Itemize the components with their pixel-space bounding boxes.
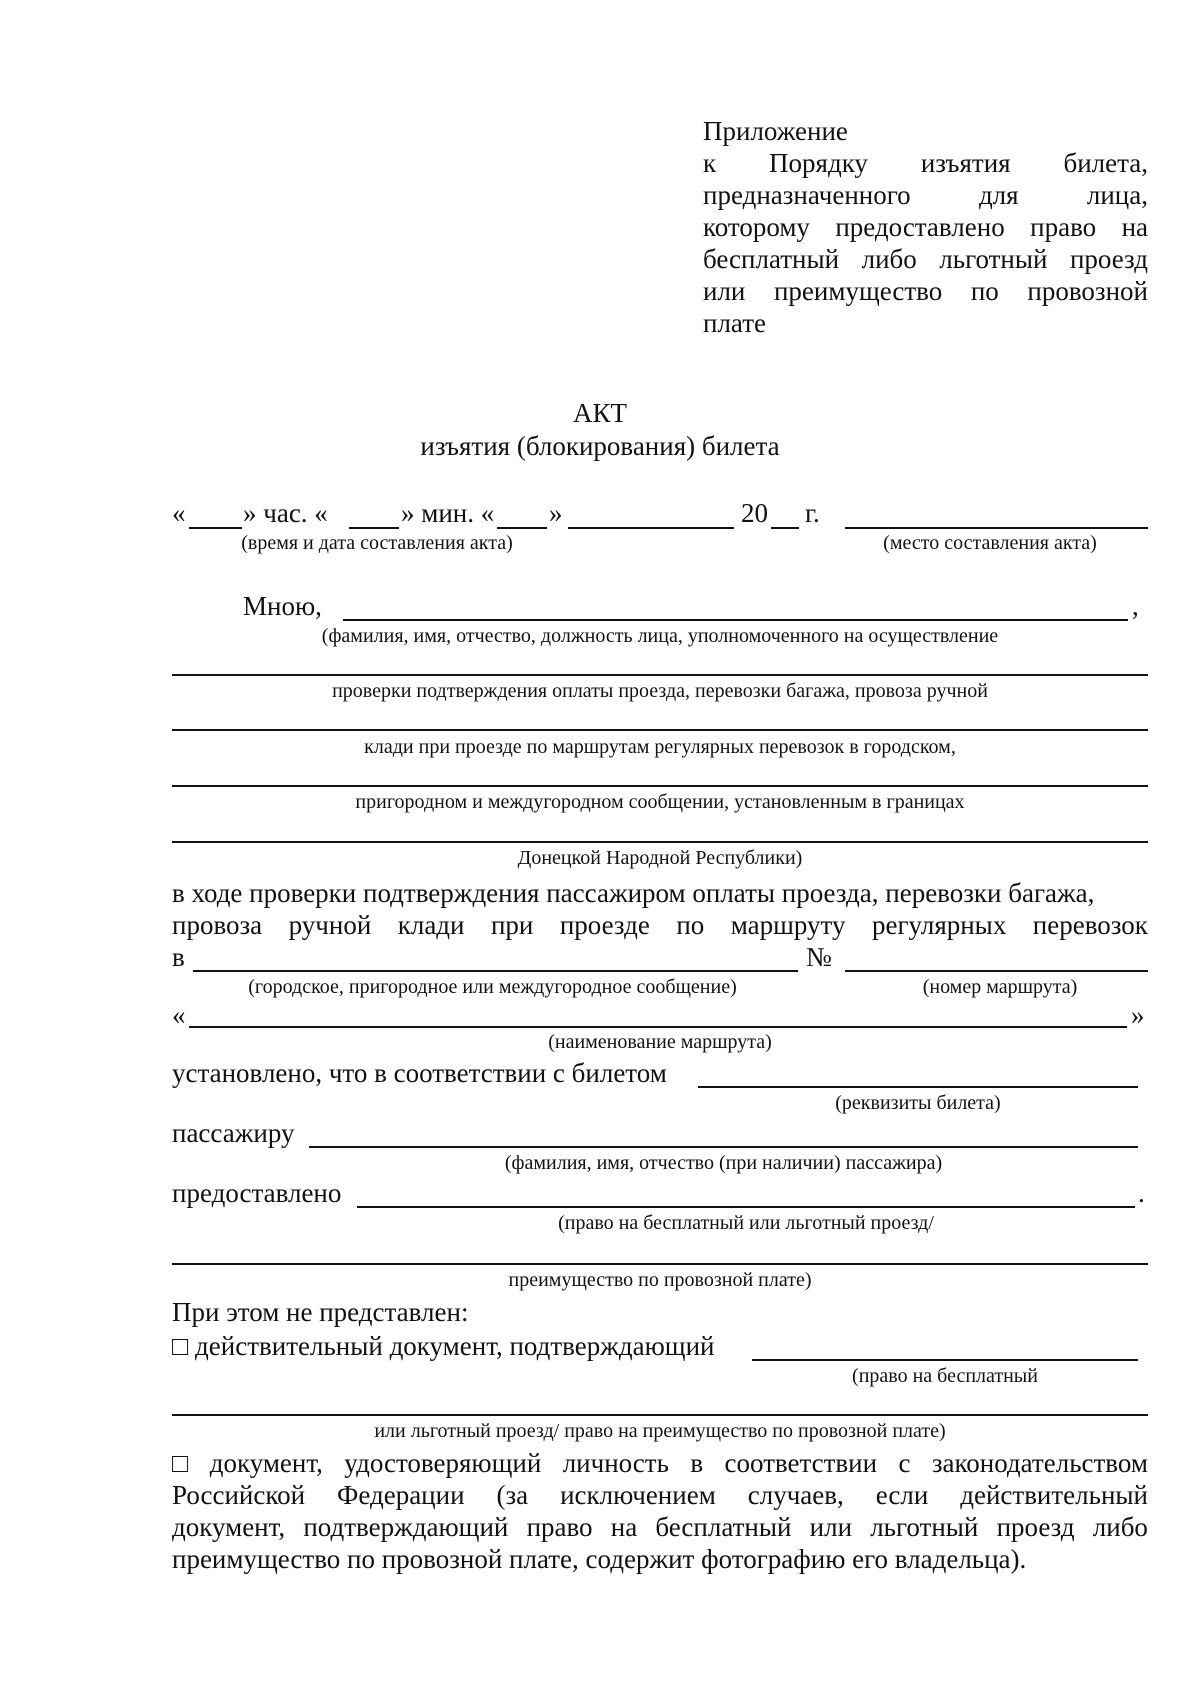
check-line-2-word: по (676, 910, 705, 940)
place-caption: (место составления акта) (883, 532, 1097, 554)
appendix-line-2-word: изъятия (920, 148, 1011, 178)
minute-label: » мин. « (401, 498, 495, 528)
appendix-line-4-word: право (1030, 212, 1097, 242)
quote-open: « (172, 498, 186, 528)
check-line-2-word: регулярных (871, 910, 1007, 940)
inspector-field-line-3[interactable] (172, 729, 1148, 731)
identity-line-3-word: право (526, 1512, 593, 1542)
appendix-line-5-word: бесплатный (703, 244, 840, 274)
route-number-caption: (номер маршрута) (922, 976, 1078, 998)
transport-type-field[interactable] (193, 970, 798, 972)
appendix-line-4-word: на (1121, 212, 1148, 242)
valid-document-caption-1: (право на бесплатный (852, 1365, 1038, 1387)
ticket-label: установлено, что в соответствии с билетом (172, 1058, 667, 1088)
identity-line-3-word: или (809, 1512, 853, 1542)
valid-document-caption-2: или льготный проезд/ право на преимущество по провозной плате) (374, 1420, 946, 1442)
identity-line-1-word: удостоверяющий (344, 1448, 542, 1478)
identity-line-3-word: льготный (870, 1512, 979, 1542)
appendix-line-5-word: либо (861, 244, 917, 274)
appendix-line-4-word: которому (703, 212, 810, 242)
check-line-2-word: клади (397, 910, 465, 940)
granted-right-field-line-2[interactable] (172, 1263, 1148, 1265)
identity-line-1-word: в (690, 1448, 704, 1478)
ticket-caption: (реквизиты билета) (835, 1092, 1001, 1114)
check-line-2-word: ручной (288, 910, 372, 940)
identity-line-3-word: бесплатный (655, 1512, 792, 1542)
act-title: АКТ (573, 398, 627, 428)
identity-line-1-word: законодательством (931, 1448, 1148, 1478)
in-label: в (172, 942, 185, 972)
ticket-details-field[interactable] (698, 1086, 1138, 1088)
number-sign: № (806, 942, 832, 972)
check-line-2-word: маршруту (730, 910, 846, 940)
identity-line-2-word: Российской (172, 1480, 306, 1510)
appendix-line-6-word: по (970, 276, 999, 306)
year-suffix: г. (805, 498, 820, 528)
identity-line-3-word: либо (1092, 1512, 1148, 1542)
identity-line-2-word: исключением (560, 1480, 716, 1510)
appendix-line-2-word: билета, (1063, 148, 1148, 178)
transport-type-caption: (городское, пригородное или междугородное сообщение) (248, 976, 737, 998)
inspector-caption-4: пригородном и междугородном сообщении, установленным в границах (355, 791, 965, 813)
check-line-1 (172, 877, 1148, 909)
granted-caption-2: преимущество по провозной плате) (508, 1269, 812, 1291)
identity-line-1-word: документ, (209, 1448, 323, 1478)
check-line-2-word: перевозок (1032, 910, 1148, 940)
appendix-line-2-word: к (703, 148, 717, 178)
route-number-field[interactable] (845, 970, 1148, 972)
appendix-line-6-word: преимущество (773, 276, 943, 306)
hour-field[interactable] (189, 527, 242, 529)
route-name-caption: (наименование маршрута) (548, 1031, 772, 1053)
appendix-line-3-word: для (978, 180, 1019, 210)
appendix-line-4-word: предоставлено (835, 212, 1005, 242)
granted-label: предоставлено (172, 1178, 342, 1208)
check-line-2 (172, 909, 1148, 941)
inspector-label: Мною, (243, 591, 322, 621)
granted-caption-1: (право на бесплатный или льготный проезд/ (558, 1212, 934, 1234)
identity-line-2-word: (за (496, 1480, 529, 1510)
identity-line-3-word: документ, (172, 1512, 286, 1542)
act-subtitle: изъятия (блокирования) билета (420, 431, 780, 461)
valid-document-field[interactable] (752, 1359, 1138, 1361)
identity-line-1-word: с (898, 1448, 911, 1478)
route-quote-close: » (1131, 1000, 1145, 1030)
year-field[interactable] (771, 527, 799, 529)
inspector-caption-1: (фамилия, имя, отчество, должность лица, уполномоченного на осуществление (321, 625, 999, 647)
granted-period: . (1138, 1178, 1145, 1208)
granted-right-field[interactable] (357, 1206, 1135, 1208)
check-line-2-word: проезде (559, 910, 650, 940)
time-date-caption: (время и дата составления акта) (241, 532, 513, 554)
inspector-caption-3: клади при проезде по маршрутам регулярных перевозок в городском, (364, 736, 956, 758)
appendix-line-5-word: льготный (939, 244, 1048, 274)
passenger-label: пассажиру (172, 1118, 295, 1148)
identity-line-3-word: на (610, 1512, 638, 1542)
route-name-field[interactable] (189, 1026, 1127, 1028)
check-line-1-text: в ходе проверки подтверждения пассажиром оплаты проезда, перевозки багажа, (172, 878, 1095, 908)
identity-line-2-word: действительный (960, 1480, 1148, 1510)
route-quote-open: « (172, 1000, 186, 1030)
passenger-name-field[interactable] (309, 1146, 1138, 1148)
valid-document-item[interactable]: □ действительный документ, подтверждающий (172, 1331, 715, 1361)
appendix-block (703, 115, 1148, 339)
place-field[interactable] (845, 527, 1148, 529)
passenger-caption: (фамилия, имя, отчество (при наличии) пассажира) (504, 1152, 943, 1174)
identity-line-2-word: Федерации (337, 1480, 465, 1510)
minute-field[interactable] (349, 527, 399, 529)
valid-document-field-line-2[interactable] (172, 1414, 1148, 1416)
month-field[interactable] (568, 527, 734, 529)
identity-line-2-word: если (875, 1480, 929, 1510)
day-close-quote: » (549, 498, 563, 528)
appendix-line-3-word: предназначенного (703, 180, 911, 210)
check-line-2-word: провоза (172, 910, 263, 940)
appendix-line-5-word: проезд (1069, 244, 1148, 274)
appendix-line-2-word: Порядку (769, 148, 868, 178)
inspector-caption-5: Донецкой Народной Республики) (517, 847, 803, 869)
hour-label: » час. « (243, 498, 328, 528)
inspector-field-line-5[interactable] (172, 841, 1148, 843)
identity-line-1-word: соответствии (724, 1448, 878, 1478)
check-line-2-word: при (490, 910, 534, 940)
day-field[interactable] (497, 527, 547, 529)
appendix-line-1-word: Приложение (703, 116, 848, 146)
inspector-caption-2: проверки подтверждения оплаты проезда, перевозки багажа, провоза ручной (332, 680, 988, 702)
appendix-line-7-word: плате (703, 308, 766, 338)
identity-line-1-word: □ (172, 1448, 189, 1478)
appendix-line-6-word: провозной (1027, 276, 1148, 306)
inspector-field-line-2[interactable] (172, 674, 1148, 676)
not-presented-label: При этом не представлен: (172, 1297, 469, 1327)
year-prefix: 20 (741, 498, 768, 528)
identity-document-item[interactable] (172, 1447, 1148, 1543)
identity-line-2-word: случаев, (747, 1480, 844, 1510)
identity-line-1-word: личность (562, 1448, 669, 1478)
appendix-line-3-word: лица, (1086, 180, 1148, 210)
identity-document-last-line: преимущество по провозной плате, содержит фотографию его владельца). (172, 1544, 1027, 1574)
appendix-line-6-word: или (703, 276, 746, 306)
identity-line-3-word: проезд (996, 1512, 1075, 1542)
inspector-field-line-4[interactable] (172, 785, 1148, 787)
identity-line-3-word: подтверждающий (303, 1512, 509, 1542)
inspector-field[interactable] (343, 619, 1128, 621)
inspector-comma: , (1132, 591, 1139, 621)
